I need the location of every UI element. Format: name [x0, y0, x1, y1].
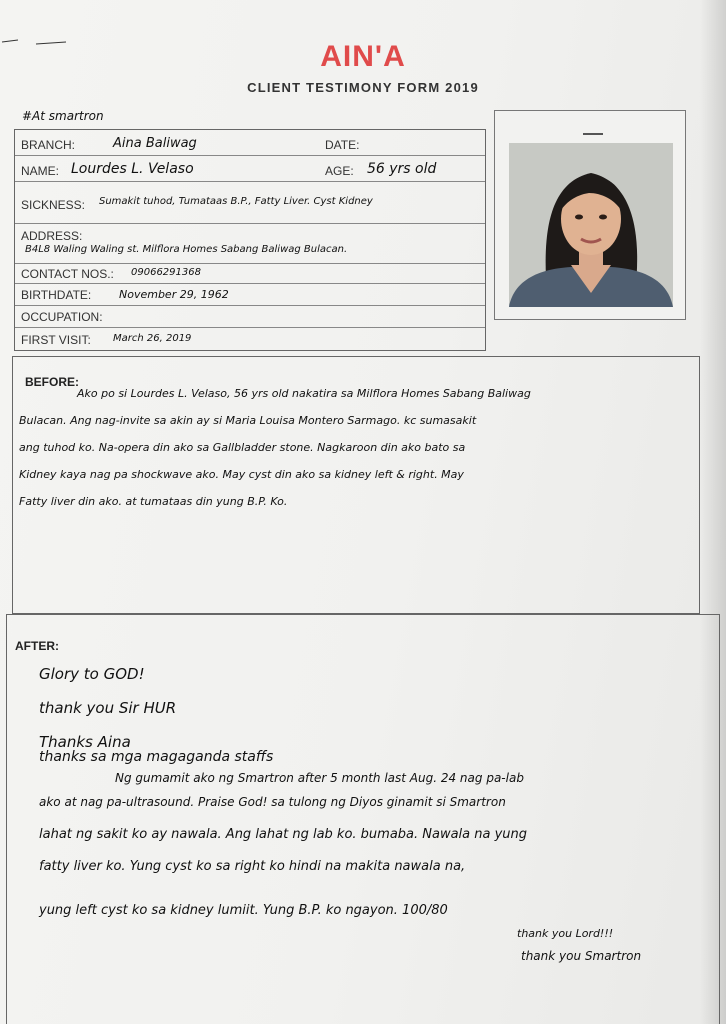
before-line-2: Bulacan. Ang nag-invite sa akin ay si Maria Louisa Montero Sarmago. kc sumasakit: [19, 414, 477, 427]
first-visit-label: FIRST VISIT:: [21, 333, 91, 347]
after-label: AFTER:: [15, 639, 59, 653]
after-line-1: Glory to GOD!: [39, 665, 145, 683]
row-address: [15, 224, 485, 264]
first-visit-value: March 26, 2019: [113, 333, 192, 344]
client-info-table: [14, 129, 486, 351]
form-title: CLIENT TESTIMONY FORM 2019: [247, 80, 479, 95]
occupation-label: OCCUPATION:: [21, 310, 103, 324]
row-first-visit: [15, 328, 485, 350]
after-line-6: ako at nag pa-ultrasound. Praise God! sa tulong ng Diyos ginamit si Smartron: [39, 795, 506, 809]
contact-label: CONTACT NOS.:: [21, 267, 114, 281]
row-sickness: [15, 182, 485, 224]
date-label: DATE:: [325, 138, 360, 152]
birthdate-label: BIRTHDATE:: [21, 288, 92, 302]
after-signoff-1: thank you Lord!!!: [517, 927, 614, 940]
branch-label: BRANCH:: [21, 138, 76, 152]
after-signoff-2: thank you Smartron: [521, 949, 642, 963]
before-line-4: Kidney kaya nag pa shockwave ako. May cyst din ako sa kidney left & right. May: [19, 468, 464, 481]
age-label: AGE:: [325, 164, 354, 178]
row-occupation: [15, 306, 485, 328]
after-line-8: fatty liver ko. Yung cyst ko sa right ko hindi na makita nawala na,: [39, 859, 466, 874]
row-contact: [15, 264, 485, 284]
sickness-label: SICKNESS:: [21, 198, 86, 212]
handwritten-note: #At smartron: [22, 109, 104, 123]
before-line-5: Fatty liver din ako. at tumataas din yung B.P. Ko.: [19, 495, 288, 508]
address-label: ADDRESS:: [21, 229, 83, 243]
name-value: Lourdes L. Velaso: [71, 161, 194, 177]
before-line-1: Ako po si Lourdes L. Velaso, 56 yrs old nakatira sa Milflora Homes Sabang Baliwag: [77, 387, 531, 400]
after-line-5: Ng gumamit ako ng Smartron after 5 month last Aug. 24 nag pa-lab: [115, 771, 524, 785]
row-branch-date: [15, 130, 485, 156]
branch-value: Aina Baliwag: [113, 136, 197, 151]
client-photo: [509, 143, 673, 307]
photo-tape-mark: [583, 133, 603, 135]
sickness-value: Sumakit tuhod, Tumataas B.P., Fatty Liver. Cyst Kidney: [99, 196, 373, 207]
after-line-3: Thanks Aina: [39, 733, 131, 751]
after-line-9: yung left cyst ko sa kidney lumiit. Yung B.P. ko ngayon. 100/80: [39, 903, 448, 918]
before-section: [12, 356, 700, 614]
after-line-4: thanks sa mga magaganda staffs: [39, 749, 274, 765]
before-line-3: ang tuhod ko. Na-opera din ako sa Gallbladder stone. Nagkaroon din ako bato sa: [19, 441, 466, 454]
row-birthdate: [15, 284, 485, 306]
brand-logo: AIN'A: [320, 40, 406, 73]
contact-value: 09066291368: [131, 267, 201, 278]
after-section: [6, 614, 720, 1024]
age-value: 56 yrs old: [367, 161, 437, 177]
before-label: BEFORE:: [25, 375, 79, 389]
photo-frame: [494, 110, 686, 320]
birthdate-value: November 29, 1962: [119, 288, 229, 301]
name-label: NAME:: [21, 164, 60, 178]
address-value: B4L8 Waling Waling st. Milflora Homes Sabang Baliwag Bulacan.: [25, 244, 348, 255]
after-line-2: thank you Sir HUR: [39, 699, 177, 717]
row-name-age: [15, 156, 485, 182]
after-line-7: lahat ng sakit ko ay nawala. Ang lahat ng lab ko. bumaba. Nawala na yung: [39, 827, 528, 842]
